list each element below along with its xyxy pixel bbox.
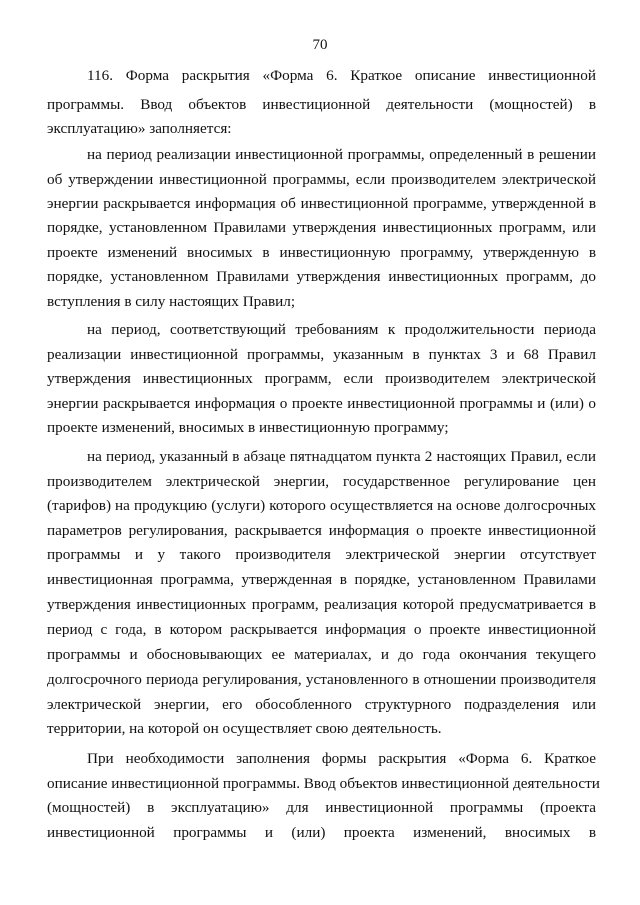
paragraph-line: территории, на которой он осуществляет свою деятельность. — [47, 720, 442, 737]
page-number: 70 — [312, 37, 328, 53]
paragraph-line: реализации инвестиционной программы, указанным в пунктах 3 и 68 Правил — [47, 346, 596, 363]
paragraph-line: на период реализации инвестиционной программы, определенный в решении — [87, 146, 596, 163]
paragraph-line: период с года, в котором раскрывается информация о проекте инвестиционной — [47, 621, 596, 638]
paragraph-line: производителем электрической энергии, государственное регулирование цен — [47, 473, 596, 490]
paragraph-line: утверждения инвестиционных программ, если производителем электрической — [47, 370, 596, 387]
paragraph-line: описание инвестиционной программы. Ввод объектов инвестиционной деятельности — [47, 775, 600, 792]
paragraph-line: (тарифов) на продукцию (услуги) которого осуществляется на основе долгосрочных — [47, 497, 596, 514]
paragraph-line: на период, указанный в абзаце пятнадцатом пункта 2 настоящих Правил, если — [87, 448, 596, 465]
paragraph-line: инвестиционной программы и (или) проекта изменений, вносимых в — [47, 824, 596, 841]
paragraph-line: об утверждении инвестиционной программы, если производителем электрической — [47, 171, 596, 188]
paragraph-line: долгосрочного периода регулирования, установленного в отношении производителя — [47, 671, 596, 688]
paragraph-line: порядке, установленном Правилами утверждения инвестиционных программ, или — [47, 219, 596, 236]
paragraph-line: При необходимости заполнения формы раскрытия «Форма 6. Краткое — [87, 750, 596, 767]
paragraph-line: (мощностей) в эксплуатацию» для инвестиционной программы (проекта — [47, 799, 596, 816]
paragraph-line: порядке, установленном Правилами утверждения инвестиционных программ, до — [47, 268, 596, 285]
paragraph-line: программы и обосновывающих ее материалах, и до года окончания текущего — [47, 646, 596, 663]
paragraph-line: энергии раскрывается информация о проекте инвестиционной программы и (или) о — [47, 395, 596, 412]
paragraph-line: утверждения инвестиционных программ, реализация которой предусматривается в — [47, 596, 596, 613]
paragraph-line: эксплуатацию» заполняется: — [47, 120, 232, 137]
paragraph-line: электрической энергии, его обособленного структурного подразделения или — [47, 696, 596, 713]
paragraph-line: вступления в силу настоящих Правил; — [47, 293, 296, 310]
paragraph-line: программы и у такого производителя электрической энергии отсутствует — [47, 546, 596, 563]
paragraph-line: параметров регулирования, раскрывается информация о проекте инвестиционной — [47, 522, 596, 539]
paragraph-line: инвестиционная программа, утвержденная в порядке, установленном Правилами — [47, 571, 596, 588]
paragraph-line: на период, соответствующий требованиям к продолжительности периода — [87, 321, 596, 338]
paragraph-line: 116. Форма раскрытия «Форма 6. Краткое описание инвестиционной — [87, 67, 596, 84]
paragraph-line: проекте изменений, вносимых в инвестиционную программу; — [47, 419, 449, 436]
paragraph-line: энергии раскрывается информация об инвестиционной программе, утвержденной в — [47, 195, 596, 212]
paragraph-line: проекте изменений вносимых в инвестиционную программу, утвержденную в — [47, 244, 596, 261]
paragraph-line: программы. Ввод объектов инвестиционной деятельности (мощностей) в — [47, 96, 596, 113]
